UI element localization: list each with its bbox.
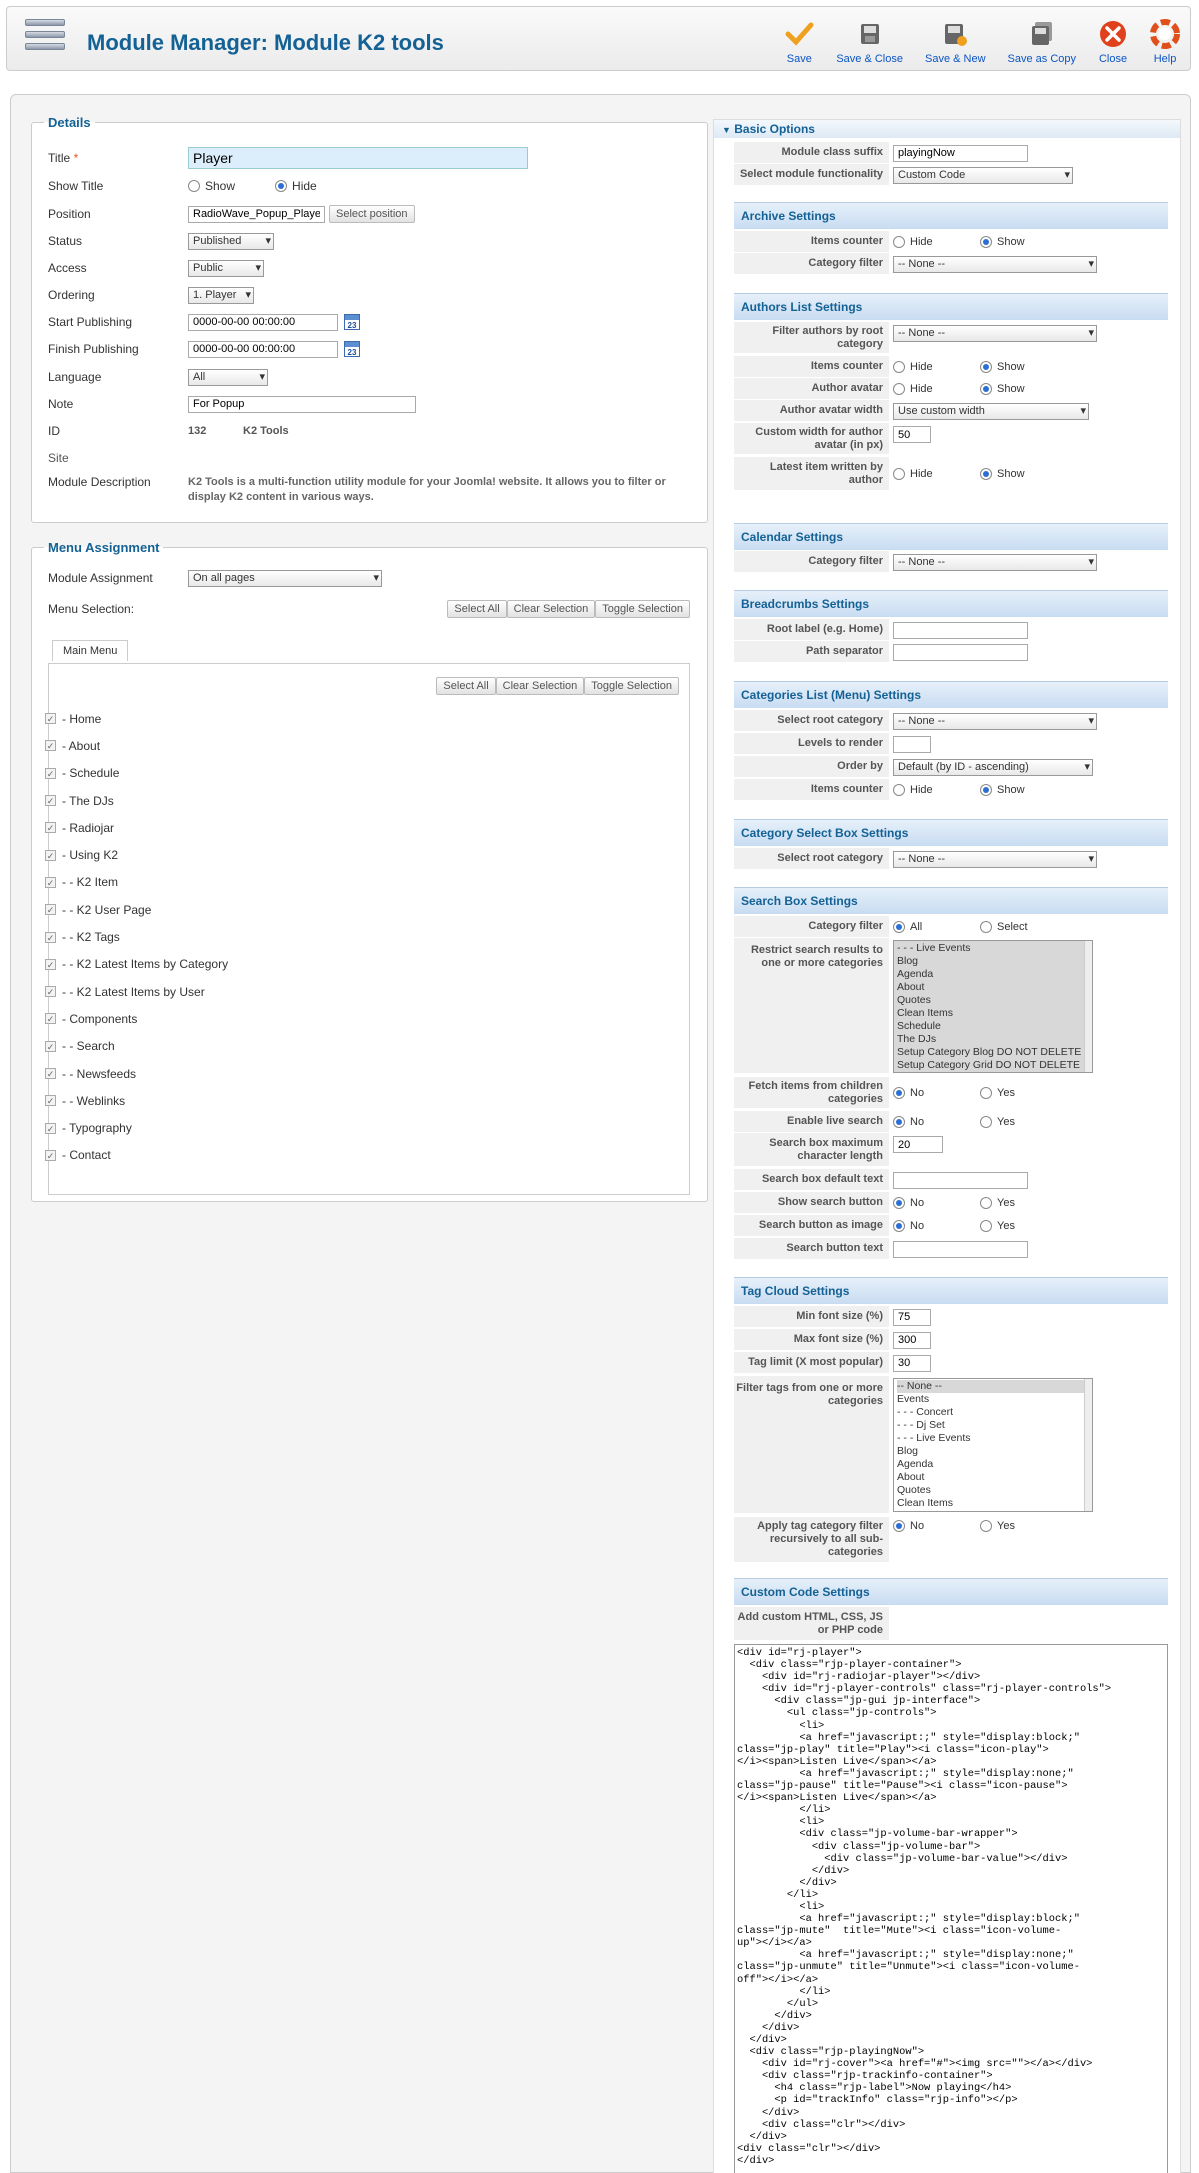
description-value: K2 Tools is a multi-function utility module for your Joomla! website. It allows you to filter or display K2 content in various ways.: [188, 476, 666, 503]
language-row: [48, 366, 268, 388]
list-option[interactable]: Clean Items: [897, 1497, 954, 1509]
close-icon: [1098, 19, 1128, 49]
id-label: ID: [48, 424, 60, 438]
radio-yes[interactable]: [980, 1116, 992, 1128]
list-option[interactable]: - - - Concert: [897, 1406, 954, 1418]
list-option[interactable]: Agenda: [897, 1458, 934, 1470]
checkbox[interactable]: ✓: [46, 1123, 55, 1134]
menu-selection-label: Menu Selection:: [48, 602, 135, 616]
ordering-label: Ordering: [48, 288, 95, 302]
start-publishing-label: Start Publishing: [48, 315, 133, 329]
menu-item[interactable]: ✓ - - K2 Latest Items by User: [46, 984, 205, 999]
start-publishing-input[interactable]: [188, 314, 338, 331]
list-option[interactable]: The DJs: [897, 1033, 937, 1045]
search-box-header[interactable]: Search Box Settings: [734, 887, 1168, 914]
module-manager-icon: [25, 19, 65, 61]
order-by-select[interactable]: Default (by ID - ascending) ▾: [893, 759, 1093, 776]
site-row: [48, 447, 188, 469]
prow-order-by: Order by Default (by ID - ascending) ▾: [734, 756, 1168, 778]
save-new-button[interactable]: Save & New: [925, 19, 986, 65]
prow-functionality: Select module functionality Custom Code ▾: [734, 164, 1168, 186]
checkbox[interactable]: ✓: [46, 1069, 55, 1079]
checkbox[interactable]: ✓: [46, 1150, 55, 1161]
show-title-show-radio[interactable]: [188, 180, 200, 192]
menu-item[interactable]: ✓ - Contact: [46, 1148, 111, 1163]
module-class-suffix-input[interactable]: [893, 145, 1028, 162]
list-option[interactable]: - - - Live Events: [897, 942, 971, 954]
finish-publishing-row: [48, 338, 360, 360]
id-row: [48, 420, 289, 442]
radio-yes[interactable]: [980, 1087, 992, 1099]
access-row: [48, 257, 264, 279]
radio-hide[interactable]: [893, 236, 905, 248]
menu-item[interactable]: ✓ - About: [46, 738, 101, 753]
checkbox[interactable]: ✓: [46, 850, 55, 861]
radio-show[interactable]: [980, 383, 992, 395]
module-functionality-select[interactable]: Custom Code ▾: [893, 167, 1073, 184]
menu-item[interactable]: ✓ - Home: [46, 711, 102, 726]
authors-list-header[interactable]: Authors List Settings: [734, 293, 1168, 320]
hide-label: Hide: [292, 179, 317, 193]
prow-path-separator: Path separator: [734, 641, 1168, 663]
access-label: Access: [48, 261, 87, 275]
status-select[interactable]: Published ▾: [188, 233, 274, 250]
site-label: Site: [48, 451, 69, 465]
listbox-scrollbar[interactable]: [1084, 941, 1092, 1072]
language-select[interactable]: All ▾: [188, 369, 268, 386]
basic-options-header[interactable]: ▼ Basic Options: [714, 120, 1180, 138]
prow-tag-limit: Tag limit (X most popular) 30: [734, 1352, 1168, 1374]
calendar-settings-header[interactable]: Calendar Settings: [734, 523, 1168, 550]
prow-live-search: Enable live search No Yes: [734, 1111, 1168, 1133]
prow-default-text: Search box default text: [734, 1169, 1168, 1191]
list-option[interactable]: Quotes: [897, 1484, 931, 1496]
prow-max-font: Max font size (%) 300: [734, 1329, 1168, 1351]
position-row: [48, 203, 415, 225]
note-row: [48, 393, 416, 415]
main-panel: [10, 94, 1191, 2173]
menu-selection-row: [48, 598, 690, 620]
radio-show[interactable]: [980, 361, 992, 373]
status-label: Status: [48, 234, 83, 248]
menu-item[interactable]: ✓ - - K2 Tags: [46, 930, 120, 945]
prow-root-label: Root label (e.g. Home): [734, 619, 1168, 641]
toggle-selection-button[interactable]: Toggle Selection: [584, 677, 679, 695]
prow-maxlen: Search box maximum character length 20: [734, 1133, 1168, 1167]
close-button[interactable]: Close: [1098, 19, 1128, 65]
checkbox[interactable]: ✓: [46, 796, 55, 807]
save-new-icon: [940, 19, 970, 49]
radio-hide[interactable]: [893, 383, 905, 395]
prow-avatar-width: Author avatar width Use custom width ▾: [734, 400, 1168, 422]
prow-show-button: Show search button No Yes: [734, 1192, 1168, 1214]
menu-item[interactable]: ✓ - - Weblinks: [46, 1093, 126, 1108]
toolbar: [762, 19, 1180, 65]
position-input[interactable]: [188, 206, 325, 223]
description-row: [48, 475, 668, 511]
select-all-button[interactable]: Select All: [447, 600, 506, 618]
save-close-button[interactable]: Save & Close: [836, 19, 903, 65]
catlist-root-select[interactable]: -- None -- ▾: [893, 713, 1097, 730]
max-font-input[interactable]: [893, 1332, 931, 1349]
radio-no[interactable]: [893, 1197, 905, 1209]
menu-item[interactable]: ✓ - Components: [46, 1011, 138, 1026]
page-title: Module Manager: Module K2 tools: [87, 30, 444, 55]
radio-yes[interactable]: [980, 1220, 992, 1232]
radio-all[interactable]: [893, 921, 905, 933]
list-option[interactable]: - - - Live Events: [897, 1432, 971, 1444]
list-option[interactable]: Blog: [897, 955, 919, 967]
list-option[interactable]: Quotes: [897, 994, 931, 1006]
radio-show[interactable]: [980, 468, 992, 480]
checkbox[interactable]: ✓: [46, 1041, 55, 1052]
select-all-button[interactable]: Select All: [436, 677, 495, 695]
prow-restrict: Restrict search results to one or more categories - - - Live Events Blog Agenda About Quotes Clean Items Schedule The DJs Setup Category Blog DO NOT DELETE Setup Category Grid DO NOT DELETE: [734, 938, 1168, 1074]
custom-width-input[interactable]: [893, 426, 931, 443]
clear-selection-button[interactable]: Clear Selection: [496, 677, 585, 695]
list-option[interactable]: Events: [897, 1393, 930, 1405]
checkbox[interactable]: ✓: [46, 1096, 55, 1107]
tag-cloud-header[interactable]: Tag Cloud Settings: [734, 1277, 1168, 1304]
header-bar: [6, 6, 1191, 71]
ordering-row: [48, 284, 254, 306]
checkbox[interactable]: ✓: [46, 932, 55, 943]
checkbox[interactable]: ✓: [46, 959, 55, 970]
radio-show[interactable]: [980, 784, 992, 796]
calendar-icon[interactable]: 23: [344, 341, 360, 357]
categories-list-header[interactable]: Categories List (Menu) Settings: [734, 681, 1168, 708]
help-icon: [1150, 19, 1180, 49]
list-option[interactable]: Clean Items: [897, 1007, 954, 1019]
radio-no[interactable]: [893, 1520, 905, 1532]
radio-no[interactable]: [893, 1116, 905, 1128]
menu-tab-buttons: [436, 677, 679, 695]
id-value: 132: [188, 425, 207, 437]
menu-item[interactable]: ✓ - Using K2: [46, 848, 119, 863]
position-label: Position: [48, 207, 91, 221]
breadcrumbs-settings-header[interactable]: Breadcrumbs Settings: [734, 590, 1168, 617]
button-text-input[interactable]: [893, 1241, 1028, 1258]
listbox-scrollbar[interactable]: [1084, 1379, 1092, 1511]
list-option[interactable]: -- None --: [897, 1380, 1089, 1393]
prow-suffix: Module class suffix playingNow: [734, 142, 1168, 164]
prow-archive-category: Category filter -- None -- ▾: [734, 253, 1168, 275]
prow-fetch: Fetch items from children categories No Yes: [734, 1077, 1168, 1109]
radio-hide[interactable]: [893, 784, 905, 796]
prow-button-text: Search button text: [734, 1238, 1168, 1260]
prow-search-category: Category filter All Select: [734, 916, 1168, 938]
calendar-icon[interactable]: 23: [344, 314, 360, 330]
radio-show[interactable]: [980, 236, 992, 248]
list-option[interactable]: - - - Dj Set: [897, 1419, 945, 1431]
checkbox[interactable]: ✓: [46, 1014, 55, 1025]
prow-min-font: Min font size (%) 75: [734, 1306, 1168, 1328]
menu-assignment-legend: Menu Assignment: [48, 540, 160, 555]
prow-archive-counter: Items counter Hide Show: [734, 231, 1168, 253]
show-title-row: [48, 175, 317, 197]
list-option[interactable]: Schedule: [897, 1020, 941, 1032]
show-title-label: Show Title: [48, 179, 104, 193]
radio-yes[interactable]: [980, 1197, 992, 1209]
expand-triangle-icon: ▼: [722, 125, 731, 135]
finish-publishing-input[interactable]: [188, 341, 338, 358]
prow-levels: Levels to render: [734, 733, 1168, 755]
title-label: Title: [48, 151, 71, 165]
menu-item[interactable]: ✓ - - Newsfeeds: [46, 1066, 137, 1081]
access-select[interactable]: Public ▾: [188, 260, 264, 277]
details-legend: Details: [48, 115, 91, 130]
menu-item[interactable]: ✓ - Typography: [46, 1121, 132, 1136]
radio-hide[interactable]: [893, 468, 905, 480]
select-position-button[interactable]: Select position: [329, 205, 415, 223]
save-close-icon: [855, 19, 885, 49]
menu-item[interactable]: ✓ - Schedule: [46, 766, 120, 781]
checkbox[interactable]: ✓: [46, 905, 55, 916]
archive-settings-header[interactable]: Archive Settings: [734, 202, 1168, 229]
list-option[interactable]: Setup Category Grid DO NOT DELETE: [897, 1059, 1081, 1071]
list-option[interactable]: Setup Category Blog DO NOT DELETE: [897, 1046, 1082, 1058]
toggle-selection-button[interactable]: Toggle Selection: [595, 600, 690, 618]
filter-tags-listbox[interactable]: [893, 1378, 1093, 1512]
note-input[interactable]: [188, 396, 416, 413]
module-assignment-label: Module Assignment: [48, 571, 153, 585]
menu-item[interactable]: ✓ - - K2 User Page: [46, 902, 152, 917]
maxlen-input[interactable]: [893, 1136, 943, 1153]
checkbox[interactable]: ✓: [46, 877, 55, 888]
radio-no[interactable]: [893, 1220, 905, 1232]
save-icon: [784, 19, 814, 49]
catselect-root-select[interactable]: -- None -- ▾: [893, 851, 1097, 868]
prow-button-image: Search button as image No Yes: [734, 1215, 1168, 1237]
prow-filter-authors: Filter authors by root category -- None -- ▾: [734, 322, 1168, 354]
help-button[interactable]: Help: [1150, 19, 1180, 65]
module-assignment-row: [48, 567, 382, 589]
show-title-hide-radio[interactable]: [275, 180, 287, 192]
status-row: [48, 230, 274, 252]
show-label: Show: [205, 179, 236, 193]
prow-custom-width: Custom width for author avatar (in px) 50: [734, 423, 1168, 455]
filter-authors-select[interactable]: -- None -- ▾: [893, 325, 1097, 342]
start-publishing-row: [48, 311, 360, 333]
root-label-input[interactable]: [893, 622, 1028, 639]
prow-add-custom: Add custom HTML, CSS, JS or PHP code: [734, 1607, 1168, 1641]
custom-code-header[interactable]: Custom Code Settings: [734, 1578, 1168, 1605]
save-button[interactable]: Save: [784, 19, 814, 65]
clear-selection-button[interactable]: Clear Selection: [507, 600, 596, 618]
required-star: *: [73, 151, 79, 165]
calendar-category-select[interactable]: -- None -- ▾: [893, 554, 1097, 571]
radio-no[interactable]: [893, 1087, 905, 1099]
prow-catselect-root: Select root category -- None -- ▾: [734, 848, 1168, 870]
restrict-categories-listbox[interactable]: [893, 940, 1093, 1073]
save-copy-button[interactable]: Save as Copy: [1008, 19, 1076, 65]
min-font-input[interactable]: [893, 1309, 931, 1326]
radio-yes[interactable]: [980, 1520, 992, 1532]
prow-authors-counter: Items counter Hide Show: [734, 356, 1168, 378]
archive-category-select[interactable]: -- None -- ▾: [893, 256, 1097, 273]
avatar-width-select[interactable]: Use custom width ▾: [893, 403, 1089, 420]
prow-filter-tags: Filter tags from one or more categories -- None -- Events - - - Concert - - - Dj Set - - - Live Events Blog Agenda About Quotes Clean Items: [734, 1376, 1168, 1514]
radio-hide[interactable]: [893, 361, 905, 373]
prow-catlist-counter: Items counter Hide Show: [734, 779, 1168, 801]
list-option[interactable]: Blog: [897, 1445, 919, 1457]
finish-publishing-label: Finish Publishing: [48, 342, 139, 356]
menu-items-list: [45, 705, 228, 1169]
language-label: Language: [48, 370, 102, 384]
checkbox[interactable]: ✓: [46, 987, 55, 998]
prow-apply-tag: Apply tag category filter recursively to all sub-categories No Yes: [734, 1517, 1168, 1563]
description-label: Module Description: [48, 475, 151, 489]
title-row: [48, 147, 528, 169]
module-assignment-select[interactable]: On all pages ▾: [188, 570, 382, 587]
custom-code-textarea[interactable]: <div id="rj-player"> <div class="rjp-player-container"> <div id="rj-radiojar-player"></div> <div id="rj-player-controls" class="rj-player-controls"> <div class="jp-gui jp-interface"> <ul class="jp-controls"> <li> <a href="javascript:;" style="display:block;" class="jp-play" title="Play"><i class="icon-play"> </i><span>Listen Live</span></a> <a href="javascript:;" style="display:none;" class="jp-pause" title="Pause"><i class="icon-pause"> </i><span>Listen Live</span></a> </li> <li> <div class="jp-volume-bar-wrapper"> <div class="jp-volume-bar"> <div class="jp-volume-bar-value"></div> </div> </div> </li> <li> <a href="javascript:;" style="display:block;" class="jp-mute" title="Mute"><i class="icon-volume- up"></i></a> <a href="javascript:;" style="display:none;" class="jp-unmute" title="Unmute"><i class="icon-volume- off"></i></a> </li> </ul> </div> </div> </div> <div class="rjp-playingNow"> <div id="rj-cover"><a href="#"><img src=""></a></div> <div class="rjp-trackinfo-container"> <h4 class="rjp-label">Now playing</h4> <p id="trackInfo" class="rjp-info"></p> </div> <div class="clr"></div> </div> <div class="clr"></div> </div>: [734, 1644, 1168, 2173]
prow-calendar-category: Category filter -- None -- ▾: [734, 551, 1168, 573]
list-option[interactable]: About: [897, 1471, 925, 1483]
prow-catlist-root: Select root category -- None -- ▾: [734, 710, 1168, 732]
note-label: Note: [48, 397, 74, 411]
basic-options-panel: [713, 119, 1181, 2173]
title-input[interactable]: [188, 147, 528, 169]
radio-select[interactable]: [980, 921, 992, 933]
levels-input[interactable]: [893, 736, 931, 753]
menu-item[interactable]: ✓ - Radiojar: [46, 820, 115, 835]
default-text-input[interactable]: [893, 1172, 1028, 1189]
ordering-select[interactable]: 1. Player ▾: [188, 287, 254, 304]
tab-main-menu[interactable]: Main Menu: [52, 640, 128, 661]
prow-author-avatar: Author avatar Hide Show: [734, 378, 1168, 400]
module-type: K2 Tools: [243, 425, 289, 437]
category-select-box-header[interactable]: Category Select Box Settings: [734, 819, 1168, 846]
prow-latest-item: Latest item written by author Hide Show: [734, 457, 1168, 491]
menu-item[interactable]: ✓ - The DJs: [46, 793, 114, 808]
save-copy-icon: [1027, 19, 1057, 49]
list-option[interactable]: Agenda: [897, 968, 934, 980]
checkbox[interactable]: ✓: [46, 823, 55, 834]
menu-item[interactable]: ✓ - - K2 Latest Items by Category: [46, 957, 229, 972]
path-separator-input[interactable]: [893, 644, 1028, 661]
checkbox[interactable]: ✓: [46, 714, 55, 725]
details-fieldset: [31, 115, 708, 523]
menu-item[interactable]: ✓ - - K2 Item: [46, 875, 119, 890]
menu-item[interactable]: ✓ - - Search: [46, 1039, 115, 1054]
list-option[interactable]: About: [897, 981, 925, 993]
tag-limit-input[interactable]: [893, 1355, 931, 1372]
checkbox[interactable]: ✓: [46, 768, 55, 779]
checkbox[interactable]: ✓: [46, 741, 55, 752]
